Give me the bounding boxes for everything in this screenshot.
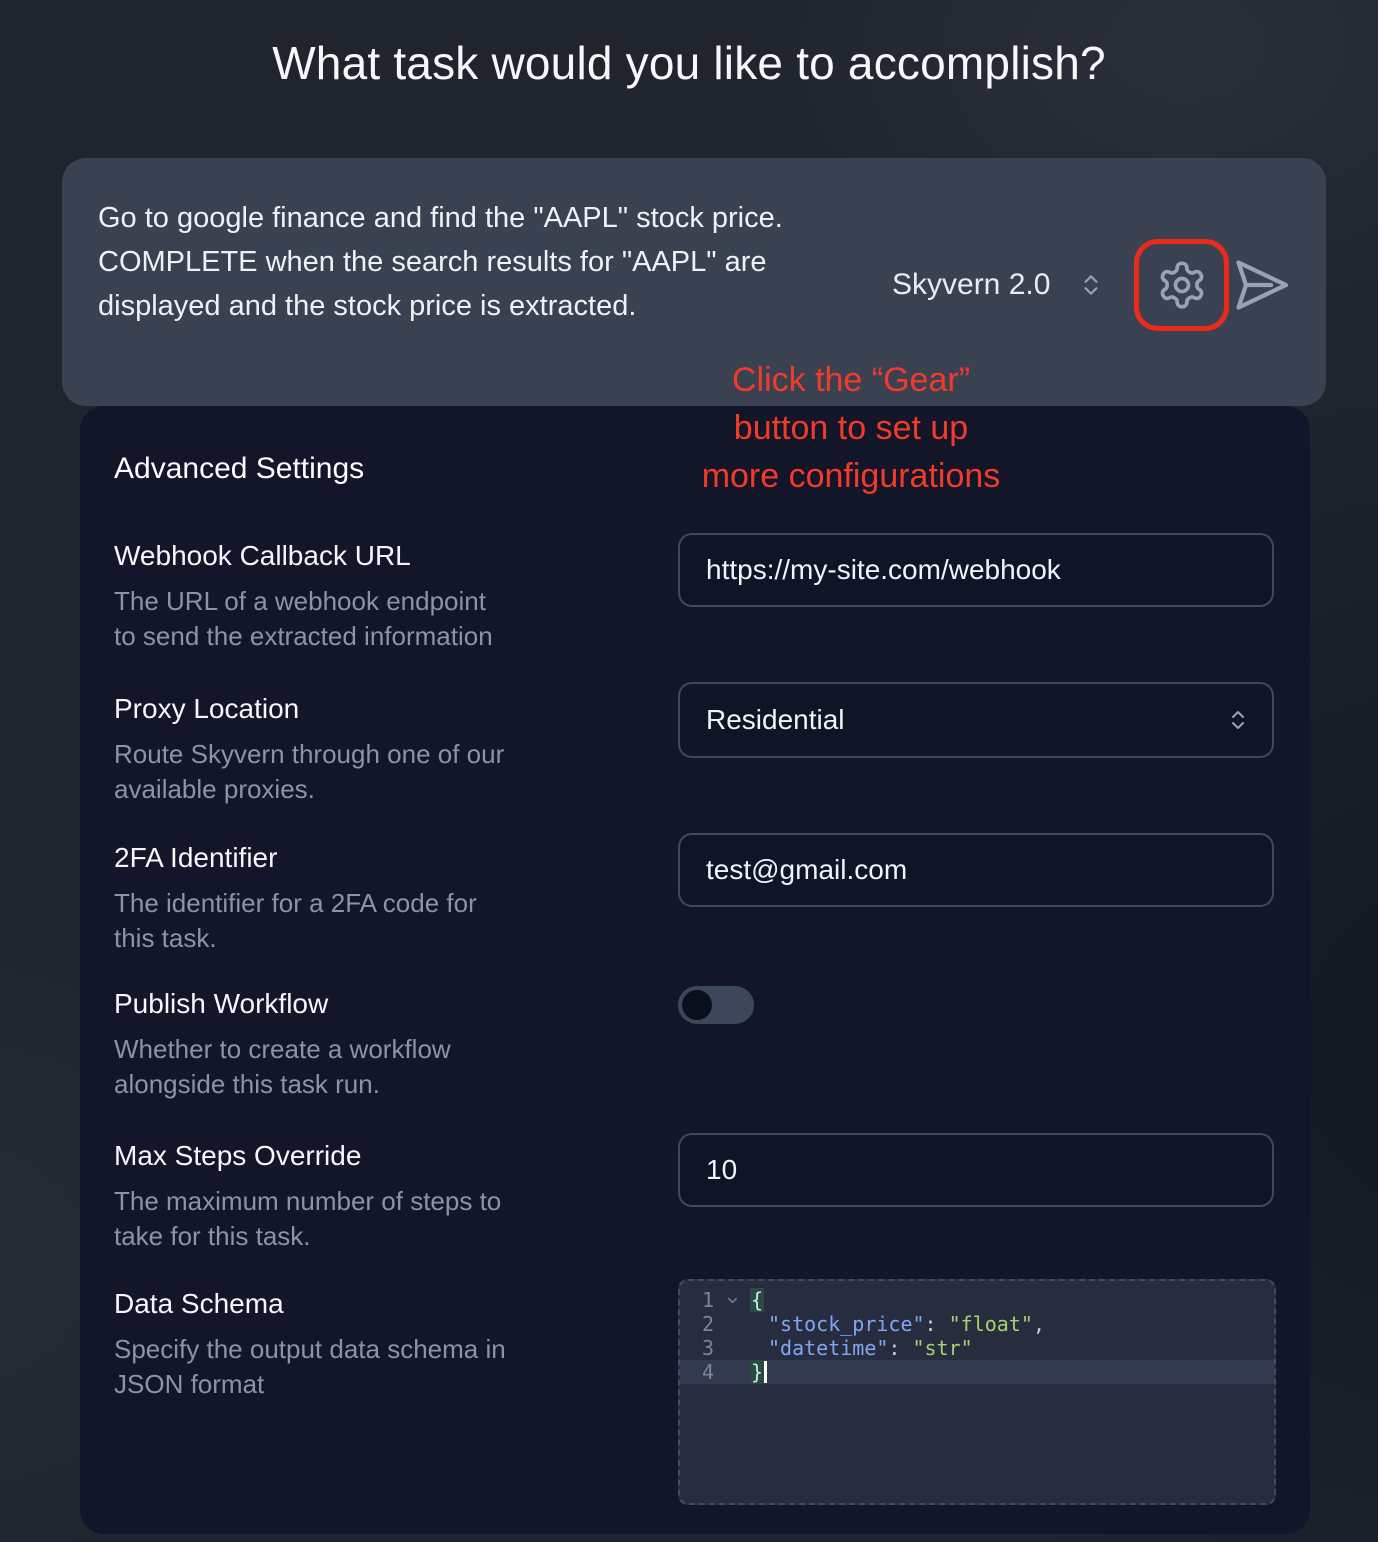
data-schema-editor[interactable]	[678, 1279, 1276, 1505]
publish-workflow-toggle[interactable]	[678, 986, 754, 1024]
field-row-proxy-location	[114, 682, 1310, 807]
comma-token: ,	[1032, 1312, 1045, 1336]
field-label: Webhook Callback URL	[114, 540, 411, 571]
json-key-token: "stock_price"	[768, 1312, 925, 1336]
gear-icon	[1156, 259, 1208, 311]
colon-token: :	[924, 1312, 949, 1336]
advanced-settings-panel	[80, 406, 1310, 1534]
prompt-controls	[892, 237, 1291, 333]
field-label: 2FA Identifier	[114, 842, 278, 873]
webhook-url-input[interactable]	[678, 533, 1274, 607]
send-button[interactable]	[1231, 255, 1291, 315]
annotation-line: more configurations	[701, 457, 1001, 495]
select-value: Residential	[706, 704, 845, 735]
chevrons-up-down-icon	[1226, 708, 1250, 732]
code-line	[680, 1288, 1274, 1312]
close-brace-token: }	[751, 1360, 764, 1384]
field-row-webhook-url	[114, 533, 1310, 654]
toggle-knob	[682, 990, 712, 1020]
json-value-token: "float"	[948, 1312, 1033, 1336]
json-value-token: "str"	[912, 1336, 973, 1360]
code-line-active	[680, 1360, 1274, 1384]
model-select[interactable]: Skyvern 2.0	[892, 268, 1051, 301]
field-label: Publish Workflow	[114, 988, 329, 1019]
field-row-data-schema	[114, 1279, 1310, 1402]
advanced-settings-heading: Advanced Settings	[114, 452, 365, 485]
annotation-line: button to set up	[733, 409, 969, 447]
settings-gear-button[interactable]	[1134, 239, 1229, 331]
field-description: Route Skyvern through one of our available proxies.	[114, 739, 505, 804]
field-row-publish-workflow	[114, 984, 1310, 1102]
field-description: Whether to create a workflow alongside this task run.	[114, 1034, 451, 1099]
page-title: What task would you like to accomplish?	[272, 37, 1106, 89]
open-brace-token: {	[751, 1288, 764, 1312]
send-icon	[1231, 255, 1291, 315]
colon-token: :	[888, 1336, 913, 1360]
field-row-max-steps	[114, 1133, 1310, 1254]
field-label: Max Steps Override	[114, 1140, 362, 1171]
2fa-identifier-input[interactable]	[678, 833, 1274, 907]
field-description: Specify the output data schema in JSON format	[114, 1334, 506, 1399]
field-label: Proxy Location	[114, 693, 300, 724]
field-description: The URL of a webhook endpoint to send the extracted information	[114, 586, 493, 651]
field-description: The maximum number of steps to take for this task.	[114, 1186, 502, 1251]
text-cursor	[764, 1361, 767, 1383]
field-label: Data Schema	[114, 1288, 284, 1319]
chevrons-up-down-icon[interactable]	[1078, 272, 1104, 298]
line-number: 4	[701, 1360, 714, 1384]
code-line	[680, 1336, 1274, 1360]
proxy-location-select[interactable]	[678, 682, 1274, 758]
code-line	[680, 1312, 1274, 1336]
line-number: 1	[701, 1288, 714, 1312]
line-number: 3	[701, 1336, 714, 1360]
annotation-text	[601, 356, 1101, 500]
field-description: The identifier for a 2FA code for this task.	[114, 888, 477, 953]
json-key-token: "datetime"	[768, 1336, 889, 1360]
line-number: 2	[701, 1312, 714, 1336]
fold-chevron-down-icon[interactable]	[714, 1293, 750, 1308]
max-steps-input[interactable]	[678, 1133, 1274, 1207]
task-prompt-text[interactable]: Go to google finance and find the "AAPL" stock price. COMPLETE when the search results for "AAPL" are displayed and the stock price is extracted.	[98, 202, 791, 322]
annotation-line: Click the “Gear”	[731, 361, 971, 399]
field-row-2fa-identifier	[114, 833, 1310, 956]
